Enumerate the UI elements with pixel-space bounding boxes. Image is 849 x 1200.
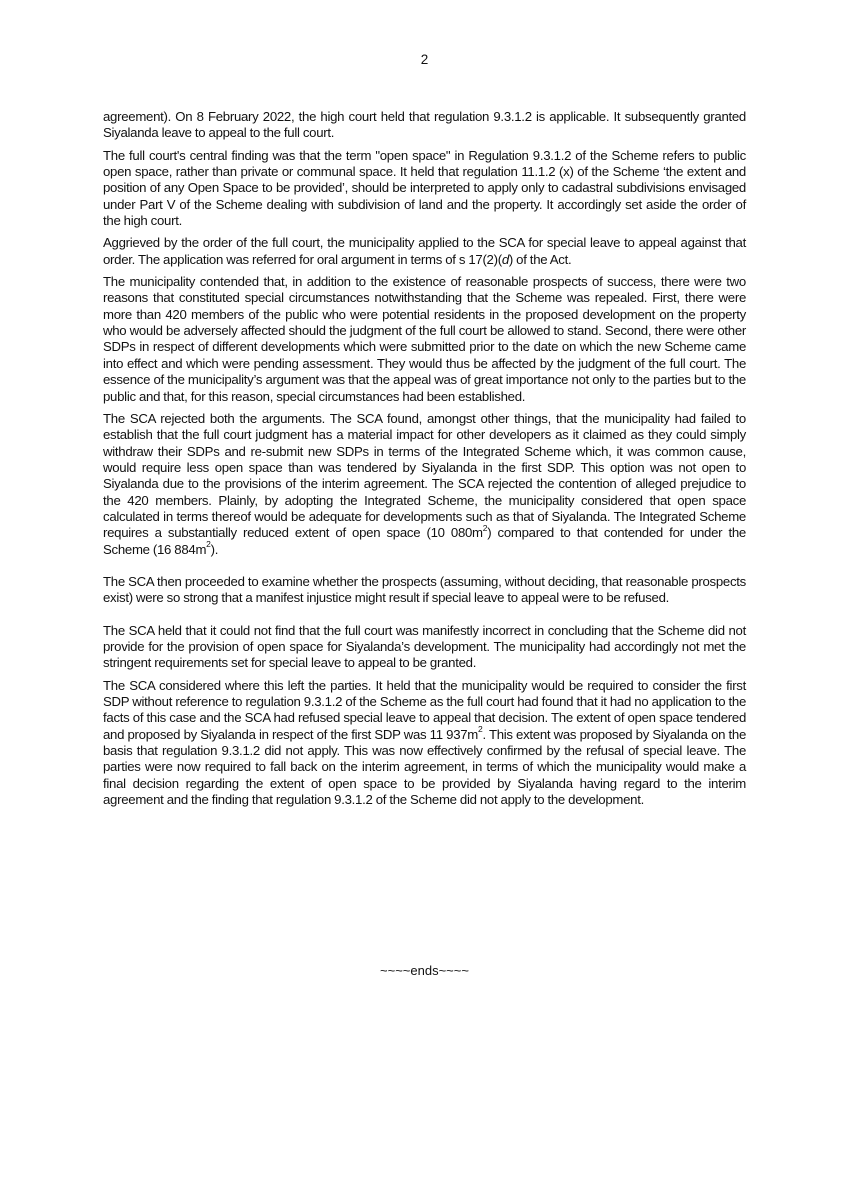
paragraph-special-leave-application [103, 235, 746, 268]
end-marker: ~~~~ends~~~~ [380, 963, 469, 978]
page-number: 2 [420, 52, 429, 67]
text-segment: ) compared to that contended for under the Scheme (16 884m [103, 525, 746, 557]
paragraph-high-court-ruling: agreement). On 8 February 2022, the high court held that regulation 9.3.1.2 is applicable. It subsequently granted Siyalanda leave to appeal to the full court. [103, 109, 746, 141]
text-segment: The SCA considered where this left the parties. It held that the municipality would be required to consider the first SDP without reference to regulation 9.3.1.2 of the Scheme as the full court had found that it had no application to the facts of this case and the SCA had refused special leave to appeal that decision. The extent of open space tendered and proposed by Siyalanda in respect of the first SDP was 11 937m [103, 677, 746, 742]
text-segment: ). [210, 541, 219, 557]
text-segment: . This extent was proposed by Siyalanda on the basis that regulation 9.3.1.2 did not apply. This was now effectively confirmed by the refusal of special leave. The parties were now required to fall back on the interim agreement, in terms of which the municipality would make a final decision regarding the extent of open space to be provided by Siyalanda having regard to the interim agreement and the finding that regulation 9.3.1.2 of the Scheme did not apply to the development. [103, 726, 746, 808]
text-segment: The SCA rejected both the arguments. The SCA found, amongst other things, that the municipality had failed to establish that the full court judgment has a material impact for other developers as it claimed as they could simply withdraw their SDPs and re-submit new SDPs in terms of the Integrated Scheme which, it was common cause, would require less open space than was tendered by Siyalanda in the first SDP. This option was not open to Siyalanda due to the provisions of the interim agreement. The SCA rejected the contention of alleged prejudice to the 420 members. Plainly, by adopting the Integrated Scheme, the municipality considered that open space calculated in terms thereof would be adequate for developments such as that of Siyalanda. The Integrated Scheme requires a substantially reduced extent of open space (10 080m [103, 410, 746, 541]
superscript-squared: 2 [206, 539, 211, 550]
paragraph-municipality-contention: The municipality contended that, in addition to the existence of reasonable prospects of success, there were two reasons that constituted special circumstances notwithstanding that the Scheme was repealed. First, there were more than 420 members of the public who were potential residents in the proposed development on the property who would be adversely affected should the judgment of the full court be allowed to stand. Second, there were other SDPs in respect of different developments which were submitted prior to the date on which the new Scheme came into effect and which were pending assessment. They would thus be affected by the judgment of the full court. The essence of the municipality’s argument was that the appeal was of great importance not only to the parties but to the public and that, for this reason, special circumstances had been established. [103, 274, 746, 404]
paragraph-sca-holding: The SCA held that it could not find that the full court was manifestly incorrect in concluding that the Scheme did not provide for the provision of open space for Siyalanda’s development. The municipality had accordingly not met the stringent requirements set for special leave to appeal to be granted. [103, 622, 746, 671]
paragraph-outcome-for-parties [103, 678, 746, 809]
italic-subsection: d [501, 251, 509, 267]
superscript-squared: 2 [478, 724, 483, 735]
text-segment: Aggrieved by the order of the full court, the municipality applied to the SCA for special leave to appeal against that order. The application was referred for oral argument in terms of s 17(2)( [103, 235, 746, 267]
text-segment: ) of the Act. [508, 251, 572, 267]
superscript-squared: 2 [482, 522, 488, 533]
paragraph-sca-rejection [103, 411, 746, 558]
paragraph-prospects-examination: The SCA then proceeded to examine whether the prospects (assuming, without deciding, that reasonable prospects exist) were so strong that a manifest injustice might result if special leave to appeal were to be refused. [103, 573, 746, 606]
document-body [103, 109, 746, 808]
paragraph-full-court-finding: The full court's central finding was that the term "open space" in Regulation 9.3.1.2 of the Scheme refers to public open space, rather than private or communal space. It held that regulation 11.1.2 (x) of the Scheme ‘the extent and position of any Open Space to be provided’, should be interpreted to apply only to cadastral subdivisions envisaged under Part V of the Scheme dealing with subdivision of land and the property. It accordingly set aside the order of the high court. [103, 147, 746, 229]
